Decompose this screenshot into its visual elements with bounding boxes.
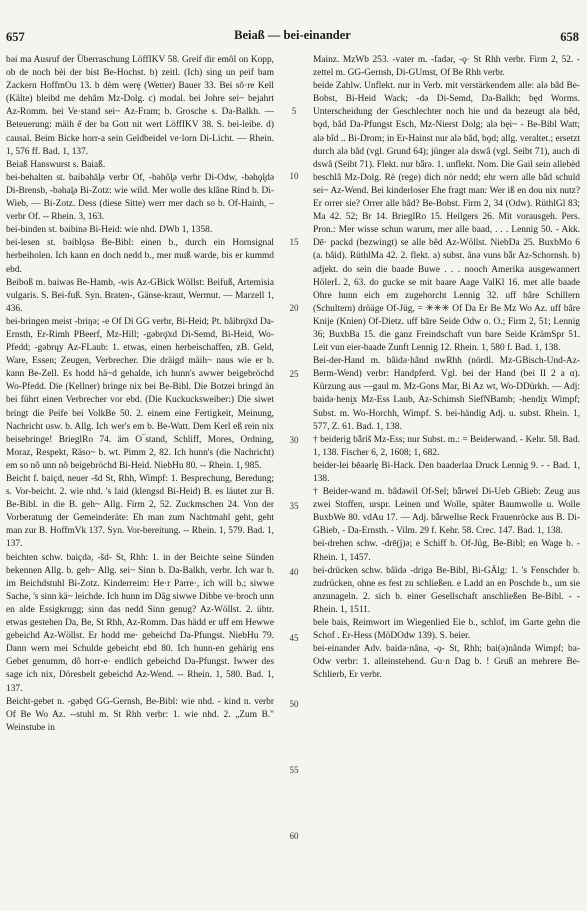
line-number: 10 — [289, 171, 299, 181]
line-number: 5 — [291, 106, 297, 116]
line-number: 20 — [289, 303, 299, 313]
line-number-gutter — [279, 54, 309, 904]
entry: bele bais, Reimwort im Wiegenlied Eie b., schlof, im Garte gehn die Schof . Er-Hess (MöDOdw 139). S. beier. — [313, 618, 580, 642]
line-number: 60 — [289, 831, 299, 841]
entry: beichten schw. baiçdǝ, -šd- St, Rhh: 1. in der Beichte seine Sünden bekennen Allg. b. geh~ Allg. sei~ Sinn b. Da-Balkh, verbr. Ich war b. im Beichdstuhl Bi-Zotz. Kinderreim: He·r Parre·, ich will b.; siwwe Sache, 's sinn kä~ leichde. Ich hunn im Dåg siwwe Dibbe ve·broch unn en alde Essigkrugg; sinn das nedd Sinn genug? Az-Wöllst. 2. übtr. etwas gestehen Da, Be, St Rhh, Az-Romm. Das hädd er uff em Hewwe gebeichd Az-Wöllst. Er hodd me· gebeichd Da-Pfungst. NiebHu 79. Dann wern mei Schulde gebeicht ebd 80. Ich hunn-en gehärig ens Gebet genumm, dô horr-e· endlich gebeichd Da-Pfungst. Iwwer des sage ich nix, Döresbelt gebeichd Az-Wend. -- Rhein. 1, 580. Bad. 1, 137. — [6, 552, 274, 694]
entry: bei-drücken schw. bâidǝ -drigǝ Be-Bibl, Bi-GÄlg: 1. 's Fenschder b. zudrücken, ohne es fest zu schließen. e Ladd an en Poschde b., um sie anzunageln. 2. sich b. einer Gesellschaft anschließen Be-Bibl. - - Rhein. 1, 1511. — [313, 565, 580, 615]
entry: bei-einander Adv. baidǝ·nânǝ, -ǫ- St, Rhh; bai(ǝ)nândǝ Wimpf; ba- Odw verbr: 1. alleinstehend. Gu·n Dag b. ! Gruß an mehrere Be-Schlierb, Er verbr. — [313, 644, 580, 681]
line-number: 40 — [289, 567, 299, 577]
line-number: 30 — [289, 435, 299, 445]
entry: beide Zahlw. Unflekt. nur in Verb. mit verstärkendem alle: alǝ bâd Be-Bobst, Bi-Heid Wack; -dǝ Di-Semd, Da-Balkh; będ Worms. Unterscheidung der Geschlechter noch hie und da bezeugt alǝ bêd, bǫd, bâd Da-Pfungst Esch, Mz-Nierst Dolg; alǝ bęi~ - Be-Bibl Watt; alǝ bîd .. Bi-Drom; in Er-Hainst nur alǝ bâd, bǫd; allg. veraltet.; ersetzt durch alǝ bâd (vgl. Grund 64); jünger alǝ dswâ (vgl. Seibt 71), auch di dswâ (Seibt 71). Flekt. nur bǟrǝ. 1. unflekt. Nom. Die Gail sein allebèd beschlâ Mz-Dolg. Rë (rege) dich nör nedd; ehr wern alle bâd schuld sei~ Az-Wend. Bei kinderloser Ehe fragt man: Wer iß en dou nix nutz? Er orrer sie? Orrer alle bâd? Be-Bobst. Firm 2, 34 (Odw). RüthlGl 83; Ma 42. 52; Br 14. BrieglRo 15. Heilgers 26. Mit vorausgeh. Pers. Pron.: Mer wisse schun warum, mer alle baad, . . . Lennig 50. - Akk. Dē· packd (bezwingt) se alle bêd Az-Wöllst. NiebDa 25. BuxbMo 6 (a. bâid). RüthlMa 42. 2. flekt. a) subst. ånǝ vuns bǟr Az-Schornsh. b) adjekt. do sein die baade Buwe . . . nooch Amerika ausgewannert HölerL 2, 63. do gucke se mit baare Aage ValKl 16. met alle baade Ohre hunn eich em zugehorcht Lennig 32. uff bâre Schillern (Schultern) dröäge Of-Jüg, = ✳✳✳ Of Da Er Be Mz Wo Az. uff bâre Knije (Knien) Of-Dietz. uff bāre Seide Odw o. O.; Firm 2, 51; Lennig 36; BuxbBa 15. die ganz Freindschaft vun bare Seide KrämSpr 51. Leit vun eier-baade Zunft Lennig 12. Rhein. 1, 580 f. Bad. 1, 138. — [313, 81, 580, 354]
entry: Bei-der-Hand m. bâidǝ·hând nwRhh (nördl. Mz-GBisch-Und-Az-Berm-Wend) verbr: Handpferd. Vgl. bei der Hand (bei II 2 a α). Kürzung aus —gaul m. Mz-Gons Mar, Bi Az wt, Wo-DDürkh. — Adj: baidǝ·heni̯x Mz-Ess Laub, Az-Schimsh SiefNBamb; -hendi̯x Wimpf; Subst. m. Wo-Horchh, Wimpf. S. bei-händig Adj. u. subst. Rhein. 1, 577, Z. 61. Bad. 1, 138. — [313, 356, 580, 432]
running-head: Beiaß — bei-einander — [234, 28, 351, 42]
line-number: 15 — [289, 237, 299, 247]
page-number-left: 657 — [6, 30, 25, 44]
entry: † Beider-wand m. bâdǝwil Of-Sel; bǟrwel Di-Ueb GBieb: Zeug aus zwei Stoffen, urspr. Leinen und Wolle, später Baumwolle u. Wolle BuxbWe 80. vdAu 17. — Adj. bǟrwellse Reck Frauenröcke aus B. Di-GBieb, - Da-Ernsth. - Vilm. 29 f. Kehr. 58. Crec. 147. Bad. 1, 138. — [313, 487, 580, 537]
line-number: 55 — [289, 765, 299, 775]
entry: bei-behalten st. baibəhāl̥ǝ verbr Of, -bǝhôl̥ǝ verbr Di-Odw, -bǝhǫl̥dǝ Di-Brensb, -bǝhal̥ǝ Bi-Zotz: wie wild. Mer wolle des klâne Rind b. Di-Wieb, — Bi-Zotz. Dess (diese Sitte) werr mer dach so b. Of-Hainh, – verbr Of. -- Rhein. 3, 163. — [6, 172, 274, 223]
entry: bǝi ma Ausruf der Überraschung LöffIKV 58. Greif dir emôl on Kopp, ob de noch bèi der bist Be-Hochst. b) zeitl. (Ich) sing un peif bam Zackern HoffmOu 13. b dèm werę (Wetter) Bauer 33. Bei sô·re Kell (Kälte) bleibd me dehâm Mz-Dolg. c) modal. bei Johre sei~ bejahrt Az-Romm. bei Ve·stand sei~ Az-Fram; b. Grosche s. Da-Balkh. — Beteuerung: mäih e̋ der ba Gott nit wert LöffIKV 38. S. bei-leibe. d) causal. Beim Bicke horr-a sein Geldbeidel ve·lorn Di-Licht. — Rhein. 1, 576 ff. Bad. 1, 137. — [6, 55, 274, 157]
entry: † beiderig bǟriš Mz-Ess; nur Subst. m.: = Beiderwand. - Kehr. 58. Bad. 1, 138. Fischer 6, 2, 1608; 1, 682. — [313, 434, 580, 458]
line-number: 35 — [289, 501, 299, 511]
entry: Beicht-gebet n. -gǝbęd GG-Gernsh, Be-Bibl: wie nhd. - kind n. verbr Of Be Wo Az. --stuhl m. St Rhh verbr: 1. wie nhd. 2. „Zum B." Weinstube in — [6, 696, 274, 733]
entry: Beiaß Hanswurst s. Baiaß. — [6, 159, 106, 170]
left-column — [6, 54, 274, 904]
right-column — [313, 54, 580, 904]
line-number: 45 — [289, 633, 299, 643]
entry: bei-drehen schw. -drē(j)ǝ; e Schiff b. Of-Jüg, Be-Bibl; en Wage b. - Rhein. 1, 1457. — [313, 539, 580, 563]
entry: Beicht f. baiçd, neuer -šd St, Rhh, Wimpf: 1. Besprechung, Beredung; s. Vor-beicht. 2. wie nhd. 's laid (klengsd Bi-Heid) B. es läutet zur B. Be-Bibl. in die B. geh~ Allg. Firm 2, 52. Zuckmschen 24. Von der Vorberatung der Gemeinderäte: Eh man zum Nachtmahl geht, geht man zur B. HoffmVk 137. Syn. Vor-bereitung. -- Rhein. 1, 579. Bad. 1, 137. — [6, 474, 274, 550]
entry: beider-lei bēǝǝrlę Bi-Hack. Den baaderlaa Druck Lennig 9. - - Bad. 1, 138. — [313, 460, 580, 484]
line-number: 50 — [289, 699, 299, 709]
entry: bei-lesen st. bǝiblǫsǝ Be-Bibl: einen b., durch ein Hornsignal herbeiholen. Ich kann en doch nedd b., mer muß warde, bis er kummd ebd. — [6, 238, 274, 275]
entry: Beiboß m. baiwǝs Be-Hamb, -wis Az-GBick Wöllst: Beifuß, Artemisia vulgaris. S. Bei-fuß. Syn. Braten-, Gänse-kraut, Wermut. — Marzell 1, 436. — [6, 277, 274, 314]
line-number: 25 — [289, 369, 299, 379]
page-header — [6, 28, 579, 46]
entry: Mainz. MzWb 253. -vater m. -fadǝr, -ǫ· St Rhh verbr. Firm 2, 52. -zettel m. GG-Gernsh, Di-GUmst, Of Be Rhh verbr. — [313, 55, 580, 79]
entry: bei-binden st. bǝibinǝ Bi-Heid: wie nhd. DWb 1, 1358. — [6, 225, 213, 236]
page-number-right: 658 — [560, 30, 579, 44]
entry: bei-bringen meist -briŋǝ; -e Of Di GG verbr, Bi-Heid; Pt. bâibrǫ̈xd Da-Ernsth, Er-Rimh PBeerf, Mz-Hill; -gǝbrǫ̈xd Di-Semd, Bi-Heid, Wo-Pfedd; -gǝbrųy Az-FLaub: 1. etwas, einen herbeischaffen, zB. Geld, Ware, Essen; Zeugen, Verbrecher. Die dräigd mäih~ naus wie er b. kann Be-Zell. Es hodd hä~d gehalde, ich hunn's awwer beigebröchd Wo-Pfedd. Die (Kellner) bringe nix bei Be-Bibl. Die Botzei bringd än bei führt einen Verbrecher vor ebd. (Die Kuckucksweiber:) Die siwet bringt die Peife bei VolkBe 50. 2. einem eine Fertigkeit, Meinung, Nachricht usw. b. Allg. Ich wer's em b. Be-Watt. Dem Kerl eß rein nix beisebringe! BrieglRo 74. äm O‾stand, Schliff, Mores, Ordning, Moraz, Respekt, Räso~ b. wt. Pimm 2, 82. Ich hunn's (die Nachricht) em so nô unn nô beigebröchd Bi-Heid. NiebHu 80. -- Rhein. 1, 985. — [6, 316, 274, 471]
